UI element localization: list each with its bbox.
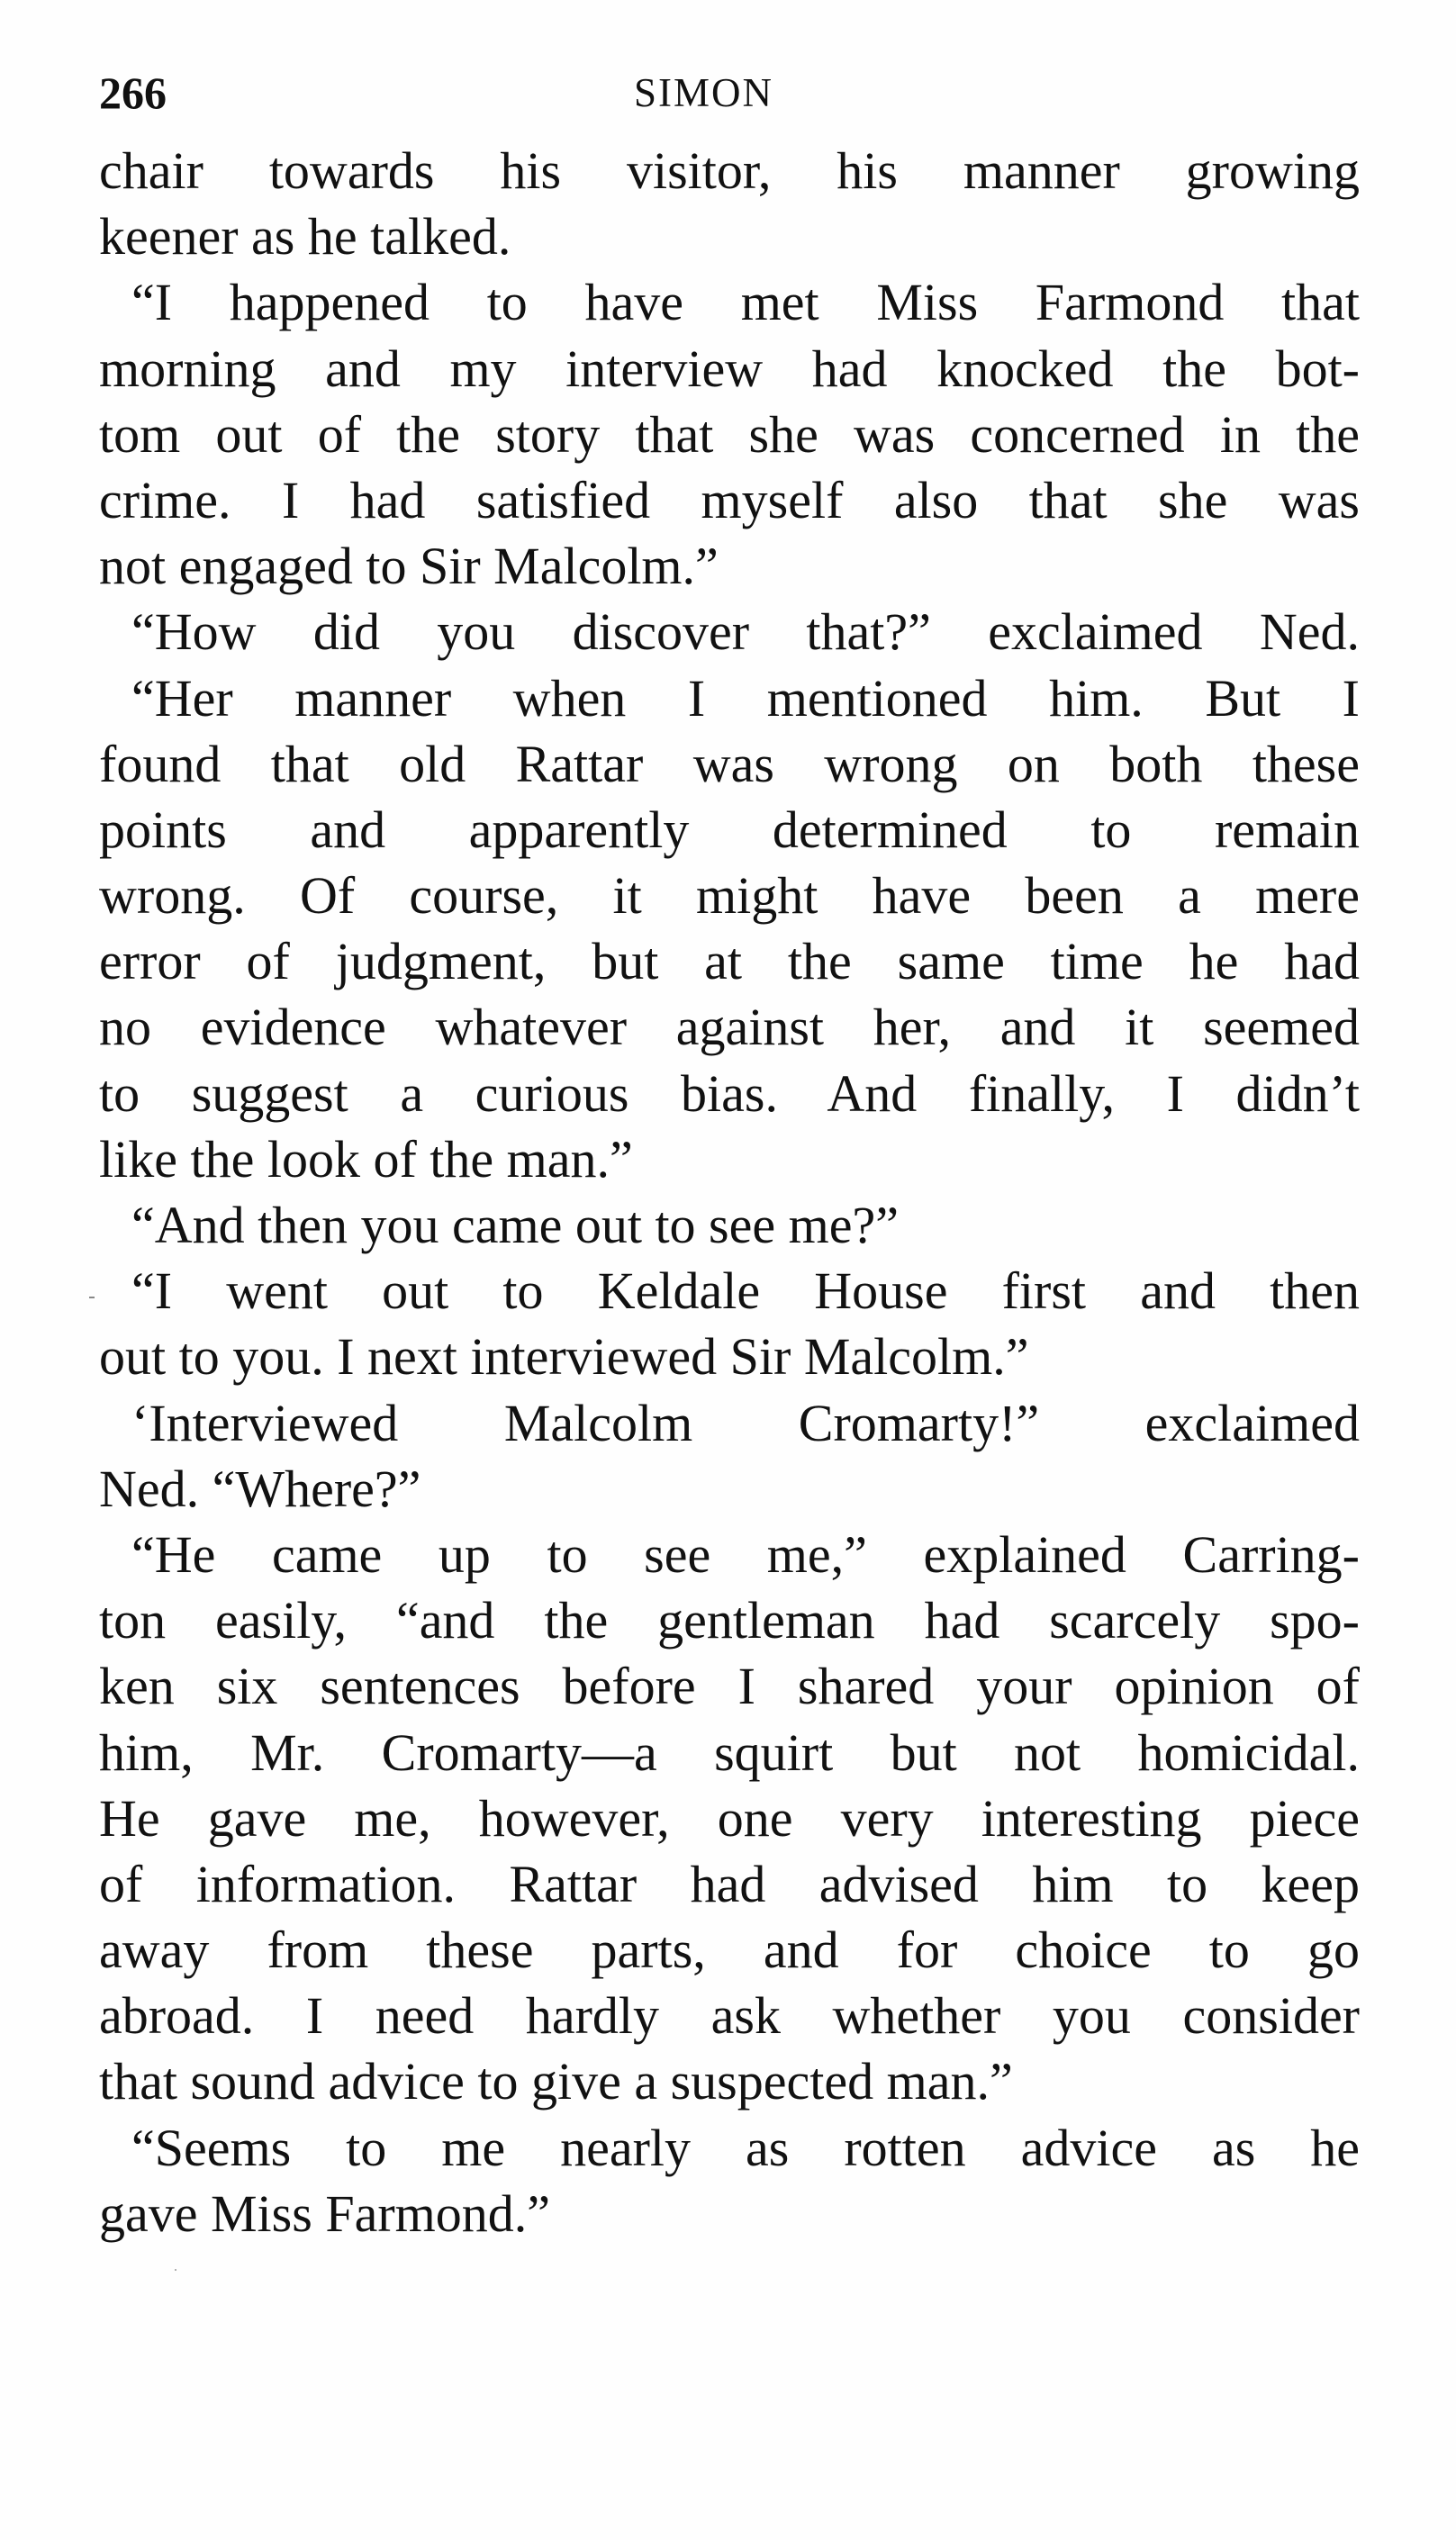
text-line: “Her manner when I mentioned him. But I — [131, 668, 1360, 728]
margin-mark — [89, 1297, 95, 1298]
text-line: of information. Rattar had advised him to keep — [99, 1854, 1360, 1913]
text-line: He gave me, however, one very interesting piece — [99, 1788, 1360, 1848]
text-line: out to you. I next interviewed Sir Malcolm.” — [99, 1327, 1029, 1387]
paper-speck — [175, 2269, 176, 2271]
running-title: SIMON — [634, 70, 774, 115]
body-text — [99, 138, 1360, 2246]
text-line: “He came up to see me,” explained Carring- — [131, 1524, 1360, 1584]
text-line: “I went out to Keldale House first and then — [131, 1261, 1360, 1321]
text-line: him, Mr. Cromarty—a squirt but not homicidal. — [99, 1722, 1360, 1782]
text-line: keener as he talked. — [99, 207, 511, 267]
text-line: abroad. I need hardly ask whether you consider — [99, 1986, 1360, 2046]
text-line: ‘Interviewed Malcolm Cromarty!” exclaimed — [131, 1393, 1360, 1452]
text-line: chair towards his visitor, his manner growing — [99, 141, 1360, 200]
text-line: “And then you came out to see me?” — [131, 1196, 899, 1254]
text-line: wrong. Of course, it might have been a mere — [99, 866, 1360, 926]
text-line: “Seems to me nearly as rotten advice as he — [131, 2118, 1360, 2177]
text-line: morning and my interview had knocked the bot- — [99, 339, 1360, 398]
text-line: “I happened to have met Miss Farmond that — [131, 273, 1360, 332]
text-line: found that old Rattar was wrong on both these — [99, 734, 1360, 793]
text-line: crime. I had satisfied myself also that she was — [99, 470, 1360, 529]
text-line: “How did you discover that?” exclaimed Ned. — [131, 602, 1360, 662]
text-line: points and apparently determined to remain — [99, 800, 1360, 859]
text-line: tom out of the story that she was concerned in the — [99, 404, 1360, 464]
text-line: that sound advice to give a suspected man.” — [99, 2052, 1013, 2111]
text-line: ton easily, “and the gentleman had scarcely spo- — [99, 1591, 1360, 1650]
text-line: not engaged to Sir Malcolm.” — [99, 537, 719, 596]
text-line: gave Miss Farmond.” — [99, 2183, 550, 2243]
text-line: no evidence whatever against her, and it seemed — [99, 998, 1360, 1057]
text-line: away from these parts, and for choice to go — [99, 1921, 1360, 1980]
text-line: to suggest a curious bias. And finally, I didn’t — [99, 1063, 1360, 1123]
text-line: like the look of the man.” — [99, 1129, 633, 1189]
running-head — [99, 61, 1360, 124]
text-line: error of judgment, but at the same time he had — [99, 932, 1360, 991]
text-line: Ned. “Where?” — [99, 1459, 421, 1518]
page-number: 266 — [99, 68, 167, 118]
text-line: ken six sentences before I shared your opinion of — [99, 1657, 1360, 1716]
